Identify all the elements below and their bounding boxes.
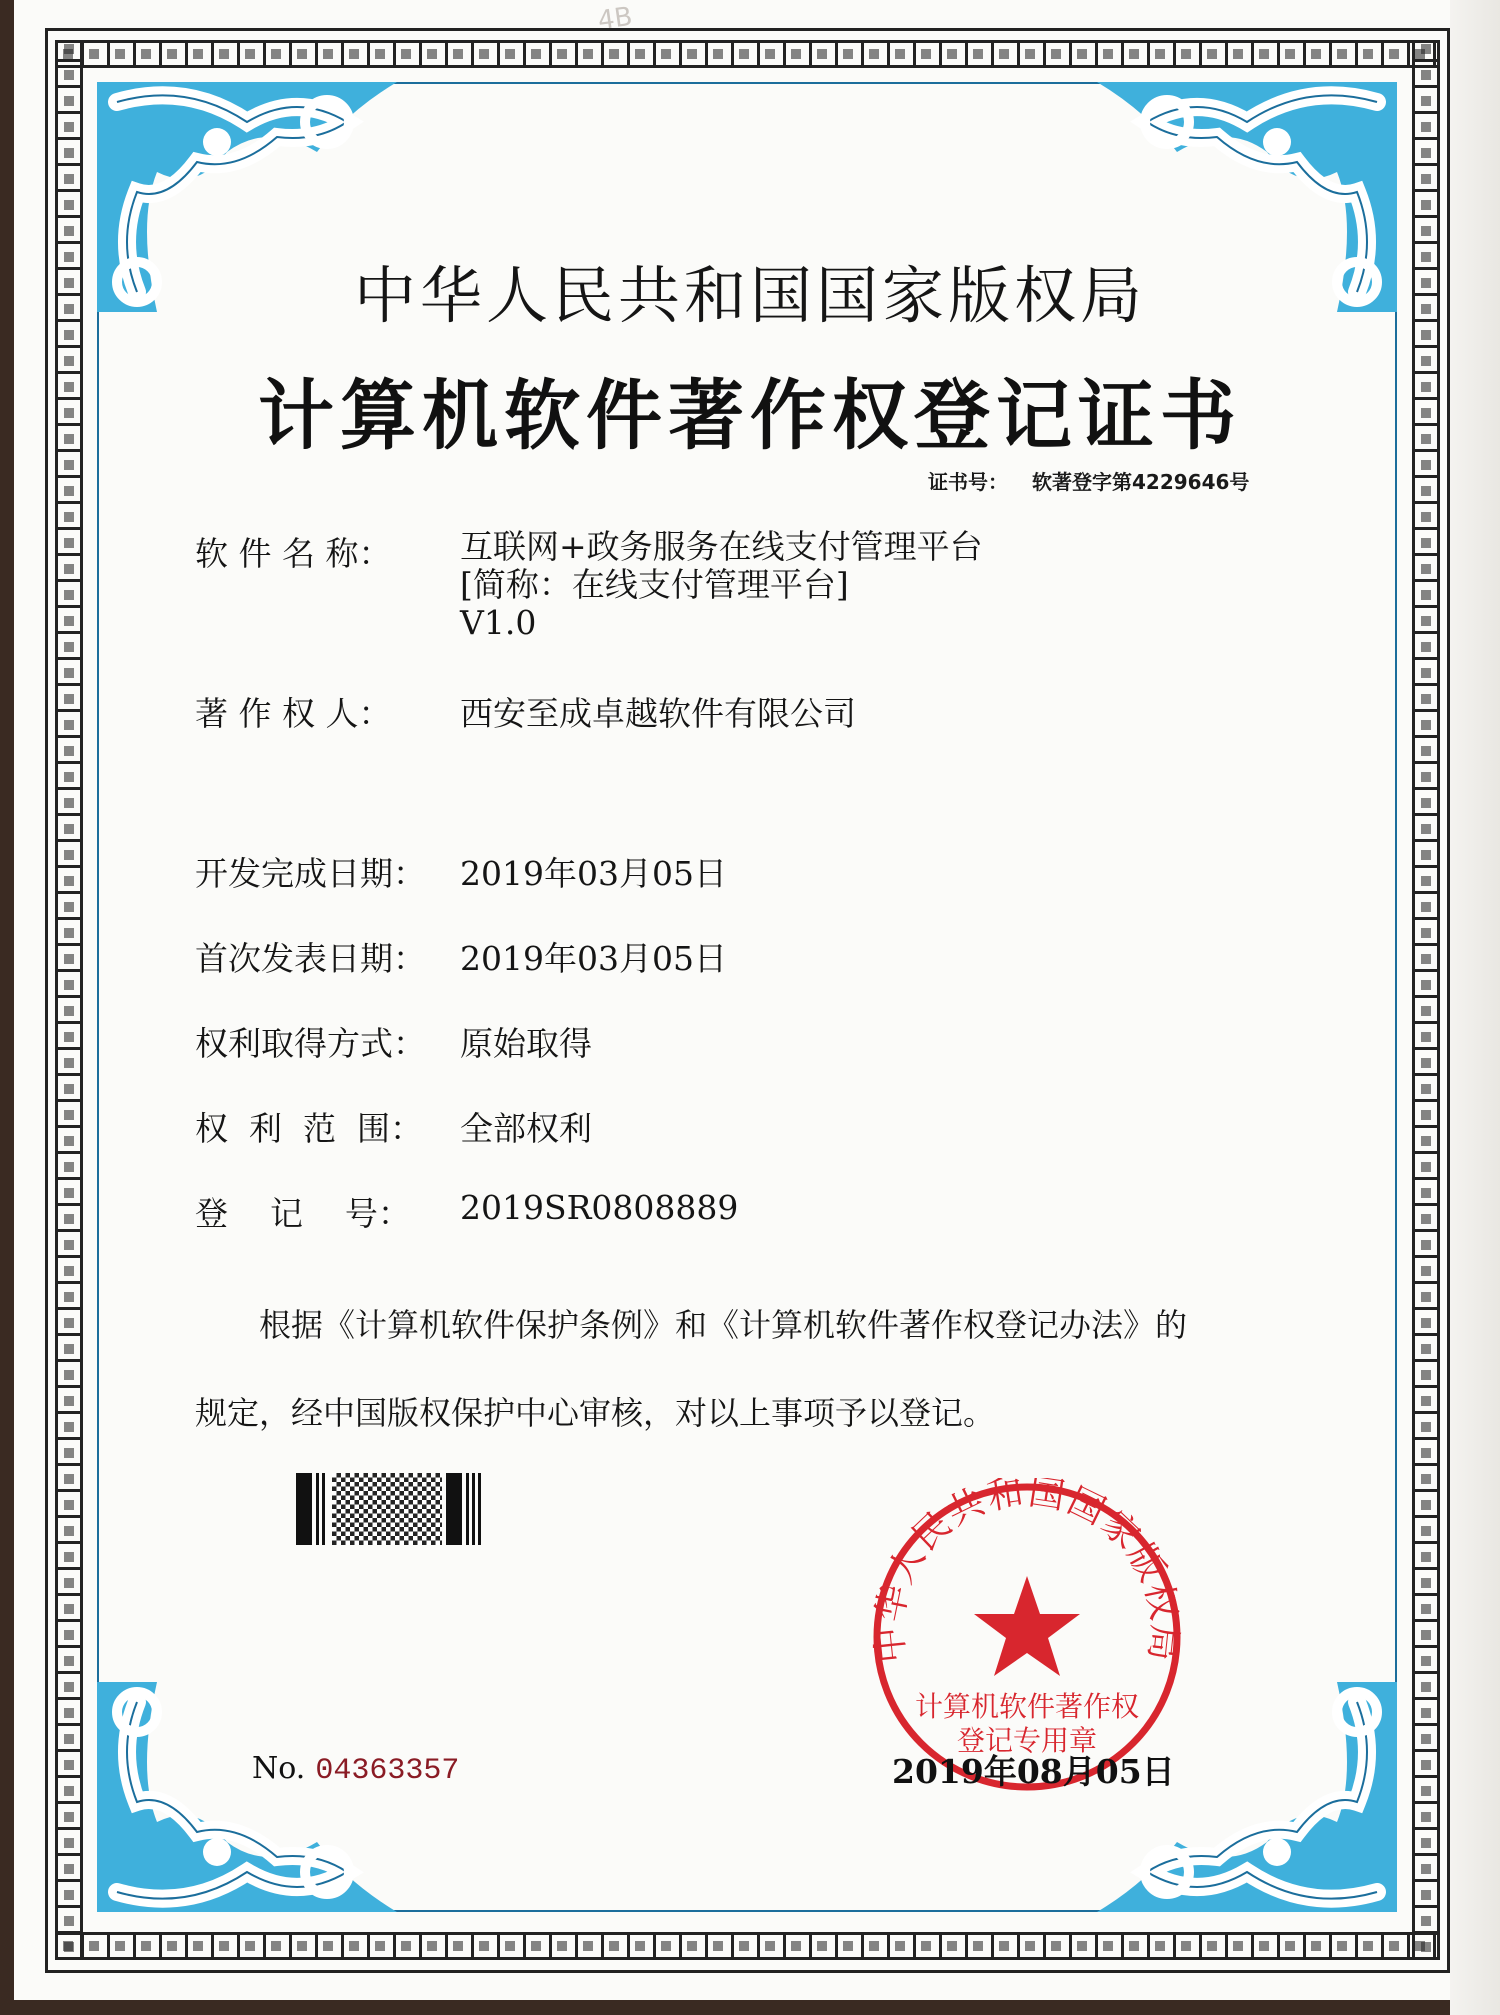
field-label: 首次发表日期： (195, 939, 426, 978)
field-value (460, 528, 983, 642)
pencil-mark: 4B (596, 1, 635, 37)
serial-number (252, 1751, 459, 1788)
field-label: 权利取得方式： (195, 1024, 426, 1063)
software-short-name: [简称：在线支付管理平台] (460, 565, 849, 604)
field-value: 全部权利 (460, 1109, 592, 1148)
field-value: 2019年03月05日 (460, 939, 727, 978)
software-full-name: 互联网+政务服务在线支付管理平台 (460, 527, 983, 566)
field-rights-acquisition-method (195, 1018, 592, 1065)
field-first-publication-date (195, 933, 727, 980)
certificate-number-label: 证书号： (928, 470, 1008, 494)
issue-date: 2019年08月05日 (892, 1752, 1175, 1791)
statement-line-2: 规定，经中国版权保护中心审核，对以上事项予以登记。 (195, 1394, 996, 1432)
field-rights-scope (195, 1103, 592, 1150)
field-registration-number (195, 1188, 738, 1235)
field-label: 权 利 范 围： (195, 1109, 423, 1148)
pdf417-barcode-icon (296, 1473, 502, 1545)
field-label: 登 记 号： (195, 1194, 411, 1233)
star-icon (974, 1576, 1080, 1676)
seal-inner-line-2: 登记专用章 (956, 1724, 1098, 1757)
field-value: 原始取得 (460, 1024, 592, 1063)
serial-value: 04363357 (315, 1754, 460, 1788)
field-label: 软 件 名 称： (195, 534, 392, 573)
seal-inner-line-1: 计算机软件著作权 (914, 1690, 1140, 1723)
corner-ornament-icon (97, 1682, 397, 1912)
certificate-title: 计算机软件著作权登记证书 (258, 371, 1242, 460)
field-value: 2019年03月05日 (460, 854, 727, 893)
field-value: 西安至成卓越软件有限公司 (460, 694, 856, 733)
field-label: 著 作 权 人： (195, 694, 392, 733)
field-development-completion-date (195, 848, 727, 895)
statement-line-1: 根据《计算机软件保护条例》和《计算机软件著作权登记办法》的 (259, 1306, 1188, 1344)
software-version: V1.0 (460, 603, 537, 642)
meander-border-top (55, 40, 1440, 68)
seal-outer-text: 中华人民共和国国家版权局 (868, 1478, 1186, 1665)
field-label: 开发完成日期： (195, 854, 426, 893)
field-software-name (195, 528, 983, 642)
issuing-authority: 中华人民共和国国家版权局 (353, 259, 1146, 332)
field-copyright-owner (195, 688, 856, 735)
field-value: 2019SR0808889 (460, 1188, 739, 1227)
certificate-number (928, 466, 1249, 495)
meander-border-bottom (55, 1932, 1440, 1960)
certificate-number-value: 软著登字第4229646号 (1032, 470, 1250, 494)
serial-label: No. (252, 1751, 306, 1786)
